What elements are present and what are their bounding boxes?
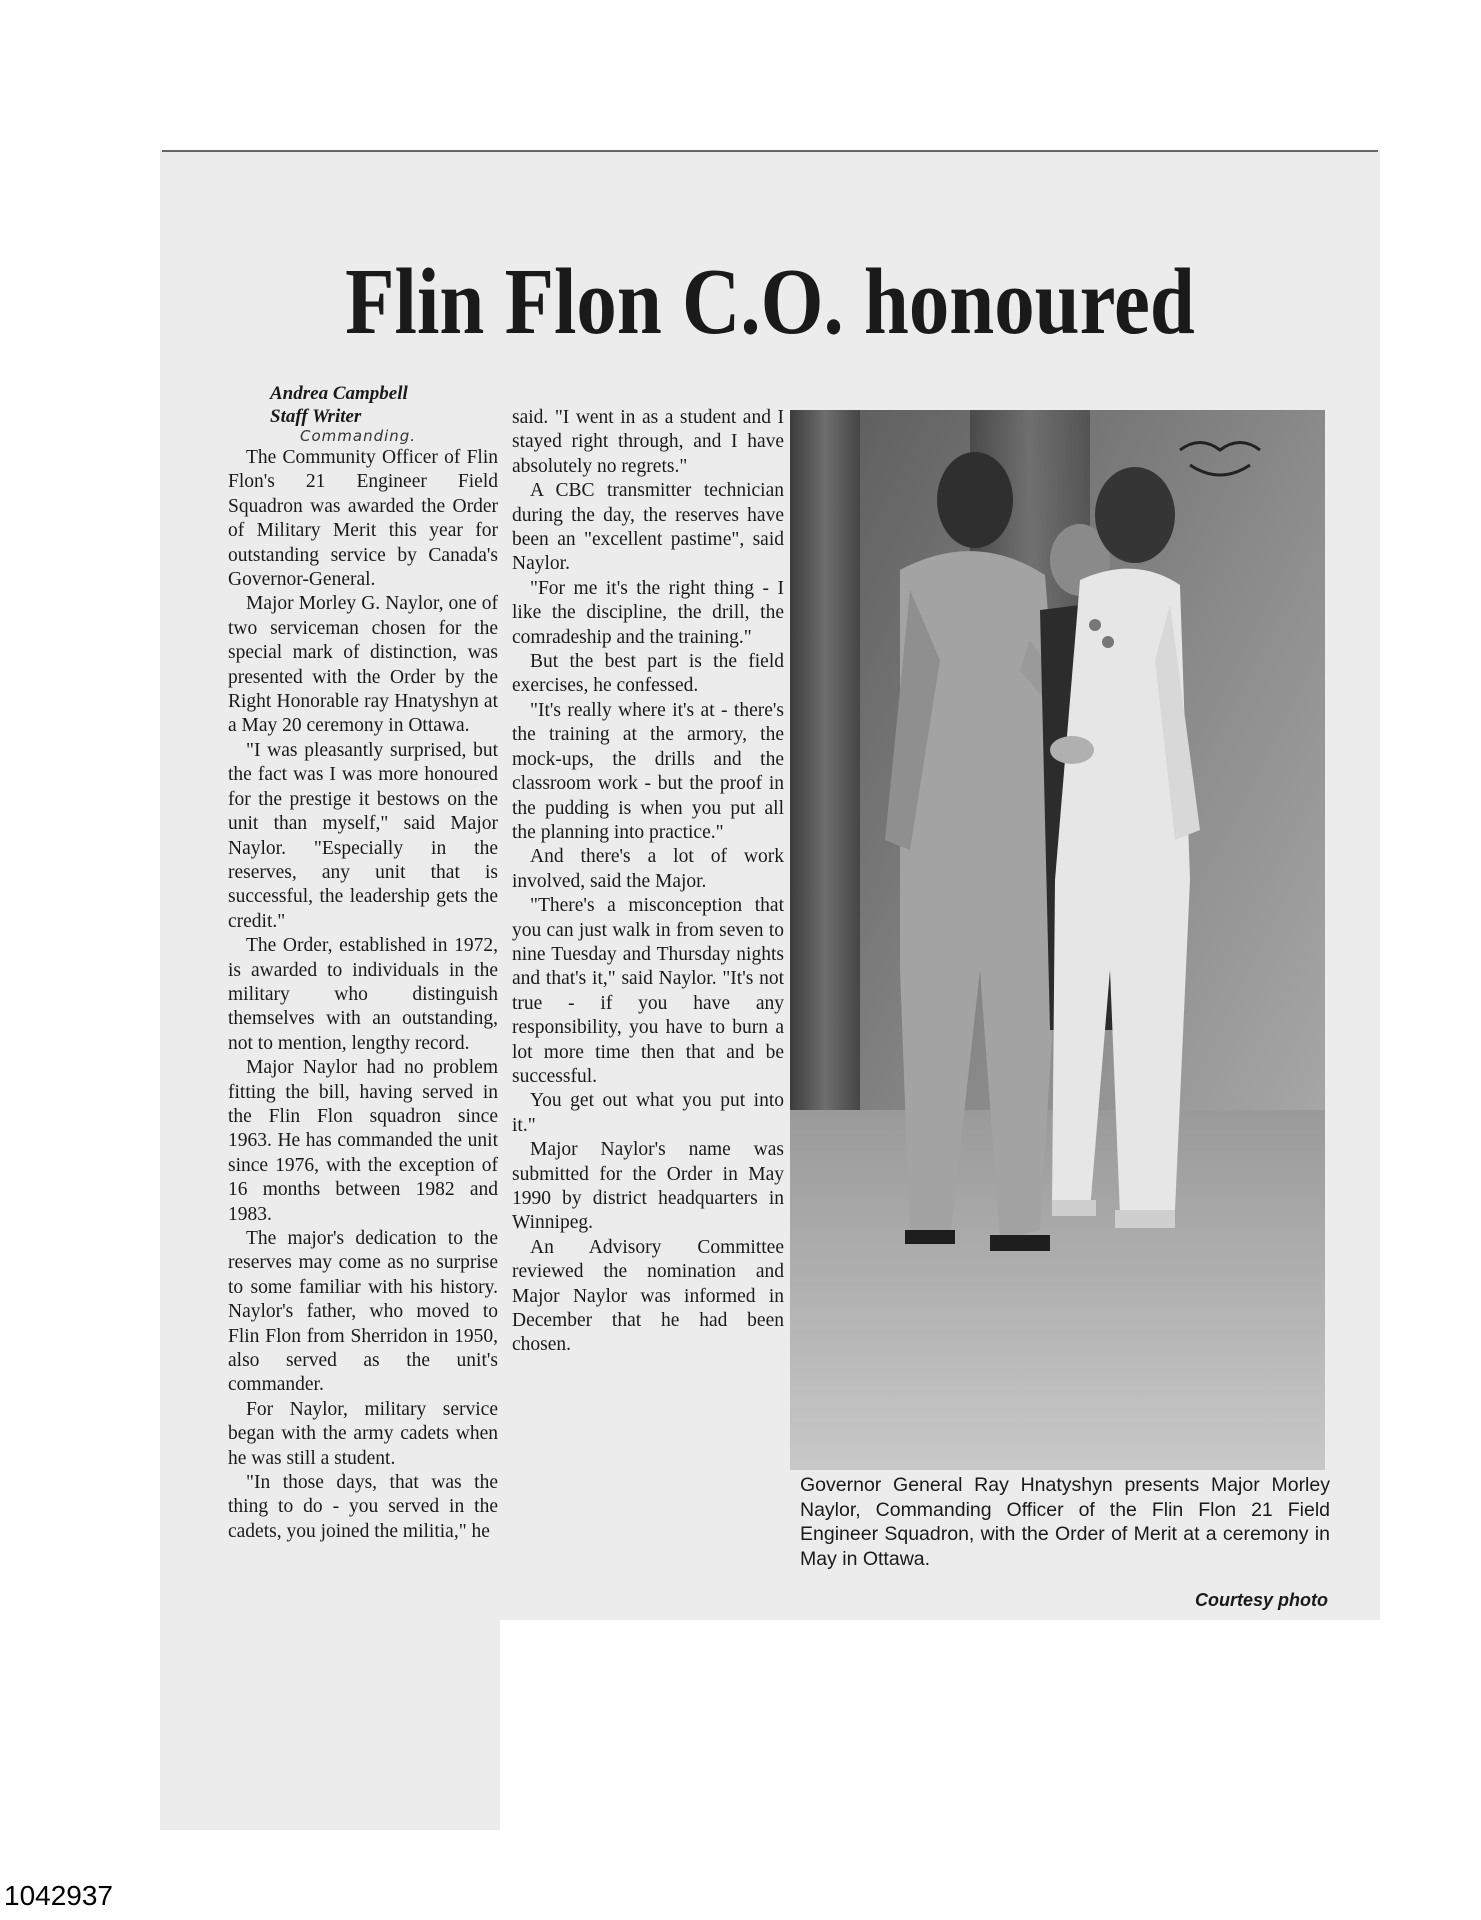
clipping-cutout <box>500 1620 1380 1830</box>
paragraph: For Naylor, military service began with the army cadets when he was still a student. <box>228 1398 498 1469</box>
paragraph: "In those days, that was the thing to do - you served in the cadets, you joined the militia," he <box>228 1472 498 1542</box>
paragraph: "For me it's the right thing - I like the discipline, the drill, the comradeship and the training." <box>512 577 784 648</box>
paragraph: The Community Officer of Flin Flon's 21 Engineer Field Squadron was awarded the Order of Military Merit this year for outstanding service by Canada's Governor-General. <box>228 447 498 591</box>
ceremony-photo <box>790 410 1325 1470</box>
paragraph: The major's dedication to the reserves may come as no surprise to some familiar with his history. Naylor's father, who moved to Flin Flon from Sherridon in 1950, also served as the unit's commander. <box>228 1228 498 1396</box>
author-name: Andrea Campbell <box>270 383 408 404</box>
author-title: Staff Writer <box>270 406 362 427</box>
paragraph: said. "I went in as a student and I stayed right through, and I have absolutely no regrets." <box>512 407 784 477</box>
paragraph: And there's a lot of work involved, said the Major. <box>512 846 784 892</box>
paragraph: Major Naylor's name was submitted for the Order in May 1990 by district headquarters in Winnipeg. <box>512 1139 784 1234</box>
paragraph: Major Naylor had no problem fitting the bill, having served in the Flin Flon squadron since 1963. He has commanded the unit since 1976, with the exception of 16 months between 1982 and 1983. <box>228 1057 498 1225</box>
handwritten-note: Commanding. <box>300 427 417 445</box>
paragraph: Major Morley G. Naylor, one of two serviceman chosen for the special mark of distinction, was presented with the Order by the Right Honorable ray Hnatyshyn at a May 20 ceremony in Ottawa. <box>228 593 498 737</box>
photo-caption: Governor General Ray Hnatyshyn presents Major Morley Naylor, Commanding Officer of the Flin Flon 21 Field Engineer Squadron, with the Order of Merit at a ceremony in May in Ottawa. <box>800 1474 1330 1570</box>
paragraph: But the best part is the field exercises, he confessed. <box>512 651 784 697</box>
paragraph: The Order, established in 1972, is awarded to individuals in the military who distinguish themselves with an outstanding, not to mention, lengthy record. <box>228 935 498 1054</box>
paragraph: You get out what you put into it." <box>512 1090 784 1136</box>
top-rule <box>162 150 1378 152</box>
ceremony-photo-illustration <box>790 410 1325 1470</box>
document-id: 1042937 <box>4 1880 114 1911</box>
paragraph: "There's a misconception that you can just walk in from seven to nine Tuesday and Thursday nights and that's it," said Naylor. "It's not true - if you have any responsibility, you have to burn a lot more time then that and be successful. <box>512 895 784 1087</box>
photo-credit: Courtesy photo <box>1195 1590 1328 1610</box>
article-column-2 <box>512 406 784 1358</box>
paragraph: "I was pleasantly surprised, but the fact was I was more honoured for the prestige it bestows on the unit than myself," said Major Naylor. "Especially in the reserves, any unit that is successful, the leadership gets the credit." <box>228 739 498 932</box>
byline <box>270 382 408 428</box>
paragraph: "It's really where it's at - there's the training at the armory, the mock-ups, the drills and the classroom work - but the proof in the pudding is when you put all the planning into practice." <box>512 699 784 843</box>
article-column-1 <box>228 446 498 1544</box>
paragraph: A CBC transmitter technician during the day, the reserves have been an "excellent pastime", said Naylor. <box>512 480 784 575</box>
paragraph: An Advisory Committee reviewed the nomination and Major Naylor was informed in December that he had been chosen. <box>512 1236 784 1356</box>
headline: Flin Flon C.O. honoured <box>345 250 1195 354</box>
